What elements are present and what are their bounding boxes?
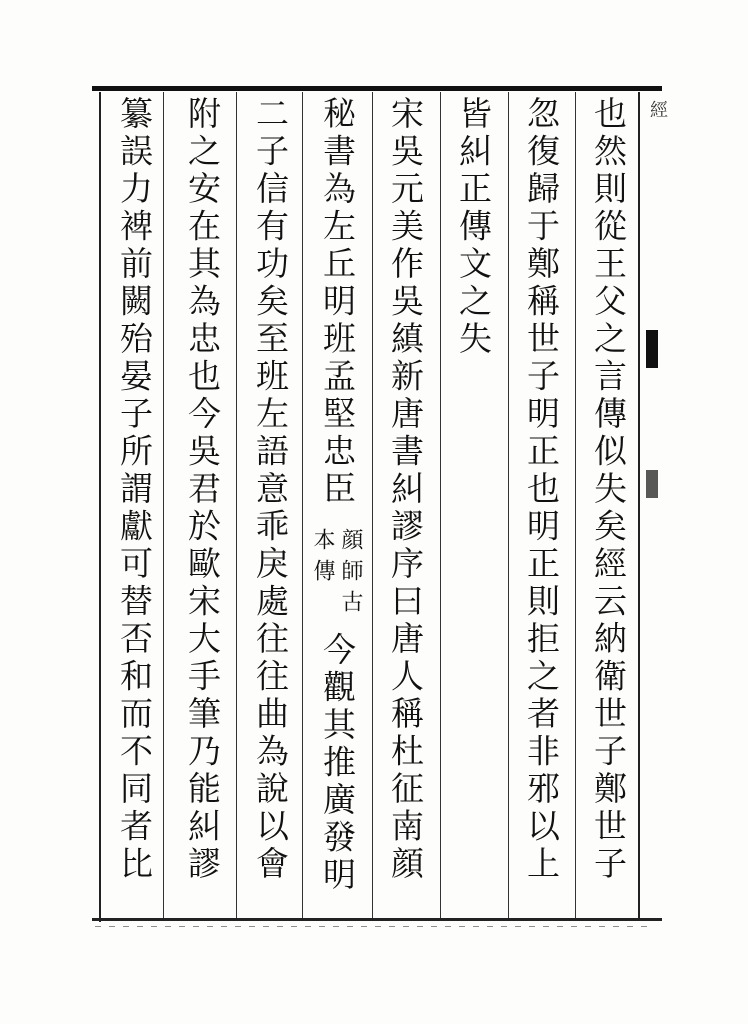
column-divider	[163, 92, 164, 918]
fish-tail-mark	[646, 470, 658, 498]
column-divider	[440, 92, 441, 918]
margin-strip	[640, 92, 662, 918]
column-divider	[575, 92, 576, 918]
annotation-column: 本傳	[310, 528, 335, 590]
text-column: 今觀其推廣發明	[318, 632, 357, 895]
frame-bottom-border	[92, 918, 662, 921]
text-column: 秘書為左丘明班孟堅忠臣	[318, 96, 357, 509]
text-column: 纂誤力裨前闕殆晏子所謂獻可替否和而不同者比	[115, 96, 154, 884]
column-divider	[508, 92, 509, 918]
frame-left-border	[99, 92, 101, 922]
text-column: 二子信有功矣至班左語意乖戾處往往曲為說以會	[251, 96, 290, 884]
margin-title-fragment: 經	[647, 100, 668, 120]
text-column: 忽復歸于鄭稱世子明正也明正則拒之者非邪以上	[522, 96, 561, 884]
text-column: 皆糾正傳文之失	[454, 96, 493, 359]
column-divider	[372, 92, 373, 918]
fish-tail-mark	[646, 330, 658, 368]
frame-top-border	[92, 86, 662, 91]
text-column: 宋吳元美作吳縝新唐書糾謬序曰唐人稱杜征南顔	[386, 96, 425, 884]
scan-edge-line	[95, 926, 655, 927]
column-divider	[236, 92, 237, 918]
text-column: 附之安在其為忠也今吳君於歐宋大手筆乃能糾謬	[183, 96, 222, 884]
text-column: 也然則從王父之言傳似失矣經云納衛世子鄭世子	[589, 96, 628, 884]
annotation-column: 顔師古	[338, 528, 363, 621]
column-divider	[302, 92, 303, 918]
